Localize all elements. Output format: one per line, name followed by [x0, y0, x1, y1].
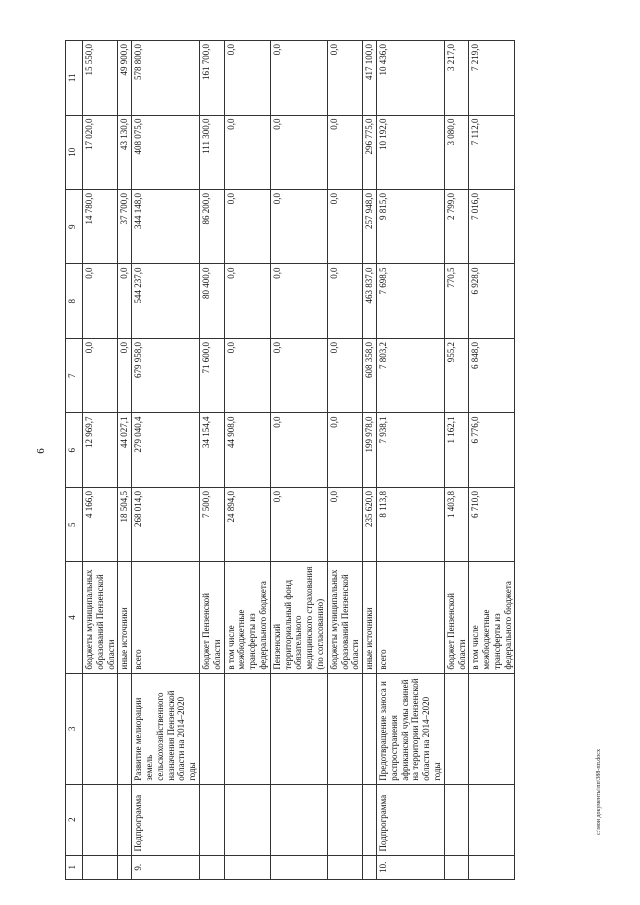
value-cell: 9 815,0: [376, 190, 444, 264]
value-cell: 12 969,7: [83, 413, 118, 487]
value-cell: 7 219,0: [469, 41, 515, 116]
value-cell: 0,0: [270, 413, 327, 487]
value-cell: 0,0: [327, 264, 362, 338]
column-header-10: 10: [66, 115, 83, 189]
value-cell: 578 800,0: [132, 41, 200, 116]
value-cell: 71 600,0: [199, 338, 224, 412]
value-cell: 7 500,0: [199, 487, 224, 561]
value-cell: 463 837,0: [363, 264, 377, 338]
value-cell: 3 217,0: [444, 41, 469, 116]
cell-c2: [270, 784, 327, 855]
cell-c2: [224, 784, 270, 855]
value-cell: 544 237,0: [132, 264, 200, 338]
value-cell: 8 113,8: [376, 487, 444, 561]
table-row: [270, 41, 327, 880]
value-cell: 7 803,2: [376, 338, 444, 412]
table-row: [469, 41, 515, 880]
value-cell: 770,5: [444, 264, 469, 338]
value-cell: 18 504,5: [118, 487, 132, 561]
cell-c4: иные источники: [363, 562, 377, 673]
value-cell: 7 938,1: [376, 413, 444, 487]
value-cell: 44 908,0: [224, 413, 270, 487]
table-row: [118, 41, 132, 880]
value-cell: 7 698,5: [376, 264, 444, 338]
cell-c4: бюджеты муниципальных образований Пензенской области: [83, 562, 118, 673]
cell-c1: [363, 855, 377, 879]
value-cell: 199 978,0: [363, 413, 377, 487]
cell-c1: [444, 855, 469, 879]
cell-c1: [469, 855, 515, 879]
value-cell: 3 080,0: [444, 115, 469, 189]
table-row: [444, 41, 469, 880]
value-cell: 6 928,0: [469, 264, 515, 338]
cell-c3: [118, 673, 132, 784]
cell-c4: в том числе межбюджетные трансферты из федерального бюджета: [224, 562, 270, 673]
budget-table: [65, 40, 515, 880]
budget-table-page: [65, 40, 575, 880]
value-cell: 0,0: [327, 487, 362, 561]
column-header-8: 8: [66, 264, 83, 338]
cell-c3: Развитие мелиорации земель сельскохозяйственного назначения Пензенской области на 2014–2020 годы: [132, 673, 200, 784]
value-cell: 268 014,0: [132, 487, 200, 561]
value-cell: 10 436,0: [376, 41, 444, 116]
cell-c4: Пензенский территориальный фонд обязательного медицинского страхования (по согласованию): [270, 562, 327, 673]
column-header-7: 7: [66, 338, 83, 412]
cell-c1: 9.: [132, 855, 200, 879]
cell-c4: бюджет Пензенской области: [199, 562, 224, 673]
value-cell: 0,0: [327, 338, 362, 412]
value-cell: 0,0: [118, 264, 132, 338]
value-cell: 417 100,0: [363, 41, 377, 116]
value-cell: 6 710,0: [469, 487, 515, 561]
value-cell: 6 776,0: [469, 413, 515, 487]
cell-c1: [327, 855, 362, 879]
cell-c2: [118, 784, 132, 855]
value-cell: 49 900,0: [118, 41, 132, 116]
cell-c4: бюджеты муниципальных образований Пензенской области: [327, 562, 362, 673]
cell-c1: [270, 855, 327, 879]
value-cell: 0,0: [224, 115, 270, 189]
value-cell: 0,0: [270, 487, 327, 561]
cell-c1: [118, 855, 132, 879]
cell-c1: [224, 855, 270, 879]
cell-c2: [327, 784, 362, 855]
value-cell: 6 848,0: [469, 338, 515, 412]
value-cell: 37 700,0: [118, 190, 132, 264]
column-header-4: 4: [66, 562, 83, 673]
value-cell: 0,0: [270, 41, 327, 116]
table-row: [199, 41, 224, 880]
cell-c3: Предотвращение заноса и распространения африканской чумы свиней на территории Пензенской области на 2014–2020 годы: [376, 673, 444, 784]
cell-c2: [83, 784, 118, 855]
value-cell: 0,0: [270, 115, 327, 189]
value-cell: 279 040,4: [132, 413, 200, 487]
value-cell: 0,0: [83, 338, 118, 412]
cell-c2: [363, 784, 377, 855]
table-row: [224, 41, 270, 880]
value-cell: 86 200,0: [199, 190, 224, 264]
value-cell: 1 403,8: [444, 487, 469, 561]
cell-c4: иные источники: [118, 562, 132, 673]
cell-c4: всего: [132, 562, 200, 673]
column-header-11: 11: [66, 41, 83, 116]
value-cell: 17 020,0: [83, 115, 118, 189]
cell-c2: [444, 784, 469, 855]
cell-c3: [224, 673, 270, 784]
value-cell: 10 192,0: [376, 115, 444, 189]
value-cell: 608 358,0: [363, 338, 377, 412]
table-row: [327, 41, 362, 880]
value-cell: 0,0: [224, 338, 270, 412]
cell-c1: [199, 855, 224, 879]
cell-c2: [199, 784, 224, 855]
value-cell: 955,2: [444, 338, 469, 412]
cell-c2: Подпрограмма: [376, 784, 444, 855]
value-cell: 344 148,0: [132, 190, 200, 264]
value-cell: 111 300,0: [199, 115, 224, 189]
value-cell: 296 775,0: [363, 115, 377, 189]
cell-c3: [199, 673, 224, 784]
value-cell: 2 799,0: [444, 190, 469, 264]
value-cell: 14 780,0: [83, 190, 118, 264]
file-path-footer: c:\мои документы\пп\388-пп.docx: [596, 749, 602, 835]
column-header-2: 2: [66, 784, 83, 855]
value-cell: 7 112,0: [469, 115, 515, 189]
value-cell: 0,0: [270, 264, 327, 338]
value-cell: 0,0: [327, 413, 362, 487]
table-header-row: [66, 41, 83, 880]
value-cell: 80 400,0: [199, 264, 224, 338]
column-header-9: 9: [66, 190, 83, 264]
value-cell: 44 027,1: [118, 413, 132, 487]
value-cell: 235 620,0: [363, 487, 377, 561]
value-cell: 0,0: [327, 190, 362, 264]
value-cell: 0,0: [83, 264, 118, 338]
cell-c4: бюджет Пензенской области: [444, 562, 469, 673]
value-cell: 24 894,0: [224, 487, 270, 561]
cell-c2: [469, 784, 515, 855]
value-cell: 0,0: [224, 41, 270, 116]
column-header-6: 6: [66, 413, 83, 487]
cell-c1: 10.: [376, 855, 444, 879]
value-cell: 161 700,0: [199, 41, 224, 116]
value-cell: 15 550,0: [83, 41, 118, 116]
cell-c2: Подпрограмма: [132, 784, 200, 855]
value-cell: 679 958,0: [132, 338, 200, 412]
value-cell: 7 016,0: [469, 190, 515, 264]
table-row: [132, 41, 200, 880]
column-header-5: 5: [66, 487, 83, 561]
value-cell: 4 166,0: [83, 487, 118, 561]
cell-c3: [83, 673, 118, 784]
value-cell: 0,0: [270, 338, 327, 412]
table-row: [83, 41, 118, 880]
value-cell: 43 130,0: [118, 115, 132, 189]
value-cell: 0,0: [118, 338, 132, 412]
page-number: 6: [34, 448, 47, 454]
value-cell: 0,0: [224, 190, 270, 264]
cell-c3: [327, 673, 362, 784]
table-row: [376, 41, 444, 880]
cell-c3: [469, 673, 515, 784]
value-cell: 408 075,0: [132, 115, 200, 189]
column-header-1: 1: [66, 855, 83, 879]
table-body: [83, 41, 515, 880]
cell-c4: всего: [376, 562, 444, 673]
table-row: [363, 41, 377, 880]
value-cell: 1 162,1: [444, 413, 469, 487]
value-cell: 0,0: [224, 264, 270, 338]
value-cell: 0,0: [270, 190, 327, 264]
column-header-3: 3: [66, 673, 83, 784]
value-cell: 257 948,0: [363, 190, 377, 264]
value-cell: 0,0: [327, 41, 362, 116]
value-cell: 0,0: [327, 115, 362, 189]
value-cell: 34 154,4: [199, 413, 224, 487]
cell-c4: в том числе межбюджетные трансферты из федерального бюджета: [469, 562, 515, 673]
cell-c1: [83, 855, 118, 879]
cell-c3: [270, 673, 327, 784]
cell-c3: [363, 673, 377, 784]
cell-c3: [444, 673, 469, 784]
